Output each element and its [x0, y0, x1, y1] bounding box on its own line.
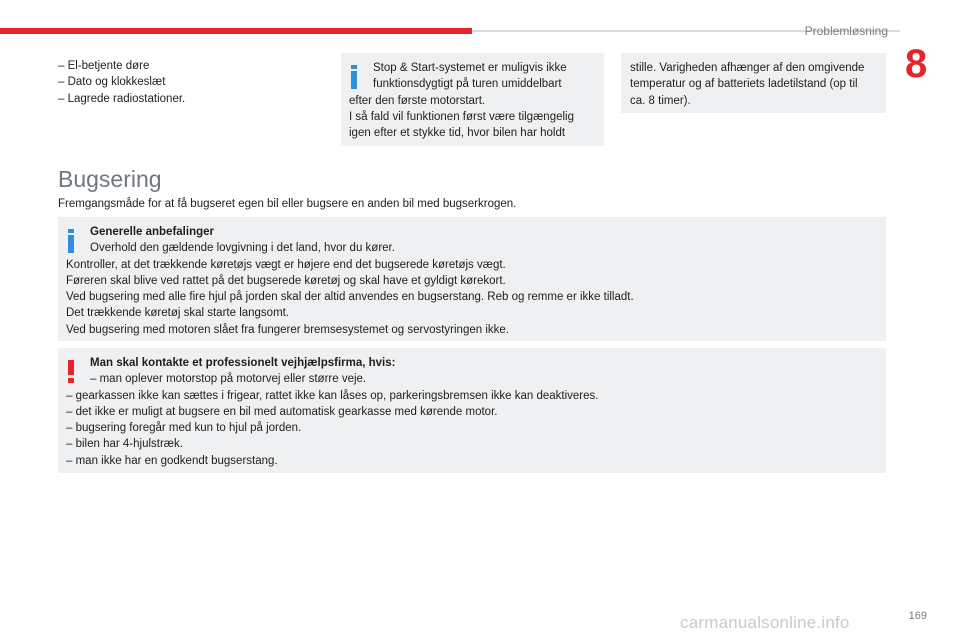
- warning-line: – man ikke har en godkendt bugserstang.: [66, 454, 278, 467]
- recommendations-box: [58, 217, 886, 341]
- info-icon: [66, 229, 76, 253]
- startstop-info-box: [341, 53, 604, 146]
- list-item: – El-betjente døre: [58, 60, 150, 72]
- recommendation-line: Kontroller, at det trækkende køretøjs vægt er højere end det bugserede køretøjs vægt.: [66, 258, 506, 271]
- info-line: igen efter et stykke tid, hvor bilen har holdt: [349, 127, 566, 140]
- recommendation-line: Føreren skal blive ved rattet på det bugserede køretøj og skal have et gyldigt kørekort.: [66, 274, 506, 287]
- list-item: – Lagrede radiostationer.: [58, 92, 186, 105]
- header-accent-bar: [0, 28, 472, 34]
- info-line: funktionsdygtigt på turen umiddelbart: [373, 78, 562, 91]
- recommendations-title: Generelle anbefalinger: [90, 226, 214, 238]
- info-line: stille. Varigheden afhænger af den omgivende: [630, 62, 865, 74]
- recommendation-line: Ved bugsering med motoren slået fra fungerer bremsesystemet og servostyringen ikke.: [66, 323, 509, 336]
- chapter-number: 8: [905, 42, 928, 86]
- warning-title: Man skal kontakte et professionelt vejhjælpsfirma, hvis:: [90, 357, 396, 369]
- section-intro: Fremgangsmåde for at få bugseret egen bil eller bugsere en anden bil med bugserkrogen.: [58, 198, 517, 210]
- info-line: efter den første motorstart.: [349, 94, 486, 107]
- watermark: carmanualsonline.info: [680, 613, 850, 632]
- recommendation-line: Ved bugsering med alle fire hjul på jorden skal der altid anvendes en bugserstang. Reb og remme er ikke tilladt.: [66, 291, 634, 304]
- recommendation-line: Overhold den gældende lovgivning i det land, hvor du kører.: [90, 242, 395, 255]
- section-heading: Bugsering: [58, 166, 162, 192]
- warning-box: [58, 348, 886, 473]
- startstop-info-box-continued: [621, 53, 886, 113]
- page-number: 169: [908, 610, 927, 622]
- warning-line: – bugsering foregår med kun to hjul på jorden.: [66, 422, 302, 435]
- info-line: Stop & Start-systemet er muligvis ikke: [373, 62, 567, 74]
- warning-line: – gearkassen ikke kan sættes i frigear, rattet ikke kan låses op, parkeringsbremsen ikke kan deaktiveres.: [66, 389, 599, 402]
- info-icon: [349, 65, 359, 89]
- recommendation-line: Det trækkende køretøj skal starte langsomt.: [66, 307, 290, 320]
- warning-line: – bilen har 4-hjulstræk.: [66, 438, 183, 451]
- warning-icon: [66, 360, 76, 384]
- warning-line: – man oplever motorstop på motorvej eller større veje.: [90, 373, 367, 386]
- info-line: ca. 8 timer).: [630, 94, 691, 107]
- warning-line: – det ikke er muligt at bugsere en bil med automatisk gearkasse med kørende motor.: [66, 405, 498, 418]
- section-title: Problemløsning: [804, 24, 888, 38]
- info-line: I så fald vil funktionen først være tilgængelig: [349, 110, 574, 123]
- info-line: temperatur og af batteriets ladetilstand (op til: [630, 78, 858, 91]
- list-item: – Dato og klokkeslæt: [58, 76, 166, 89]
- feature-list: [58, 58, 328, 107]
